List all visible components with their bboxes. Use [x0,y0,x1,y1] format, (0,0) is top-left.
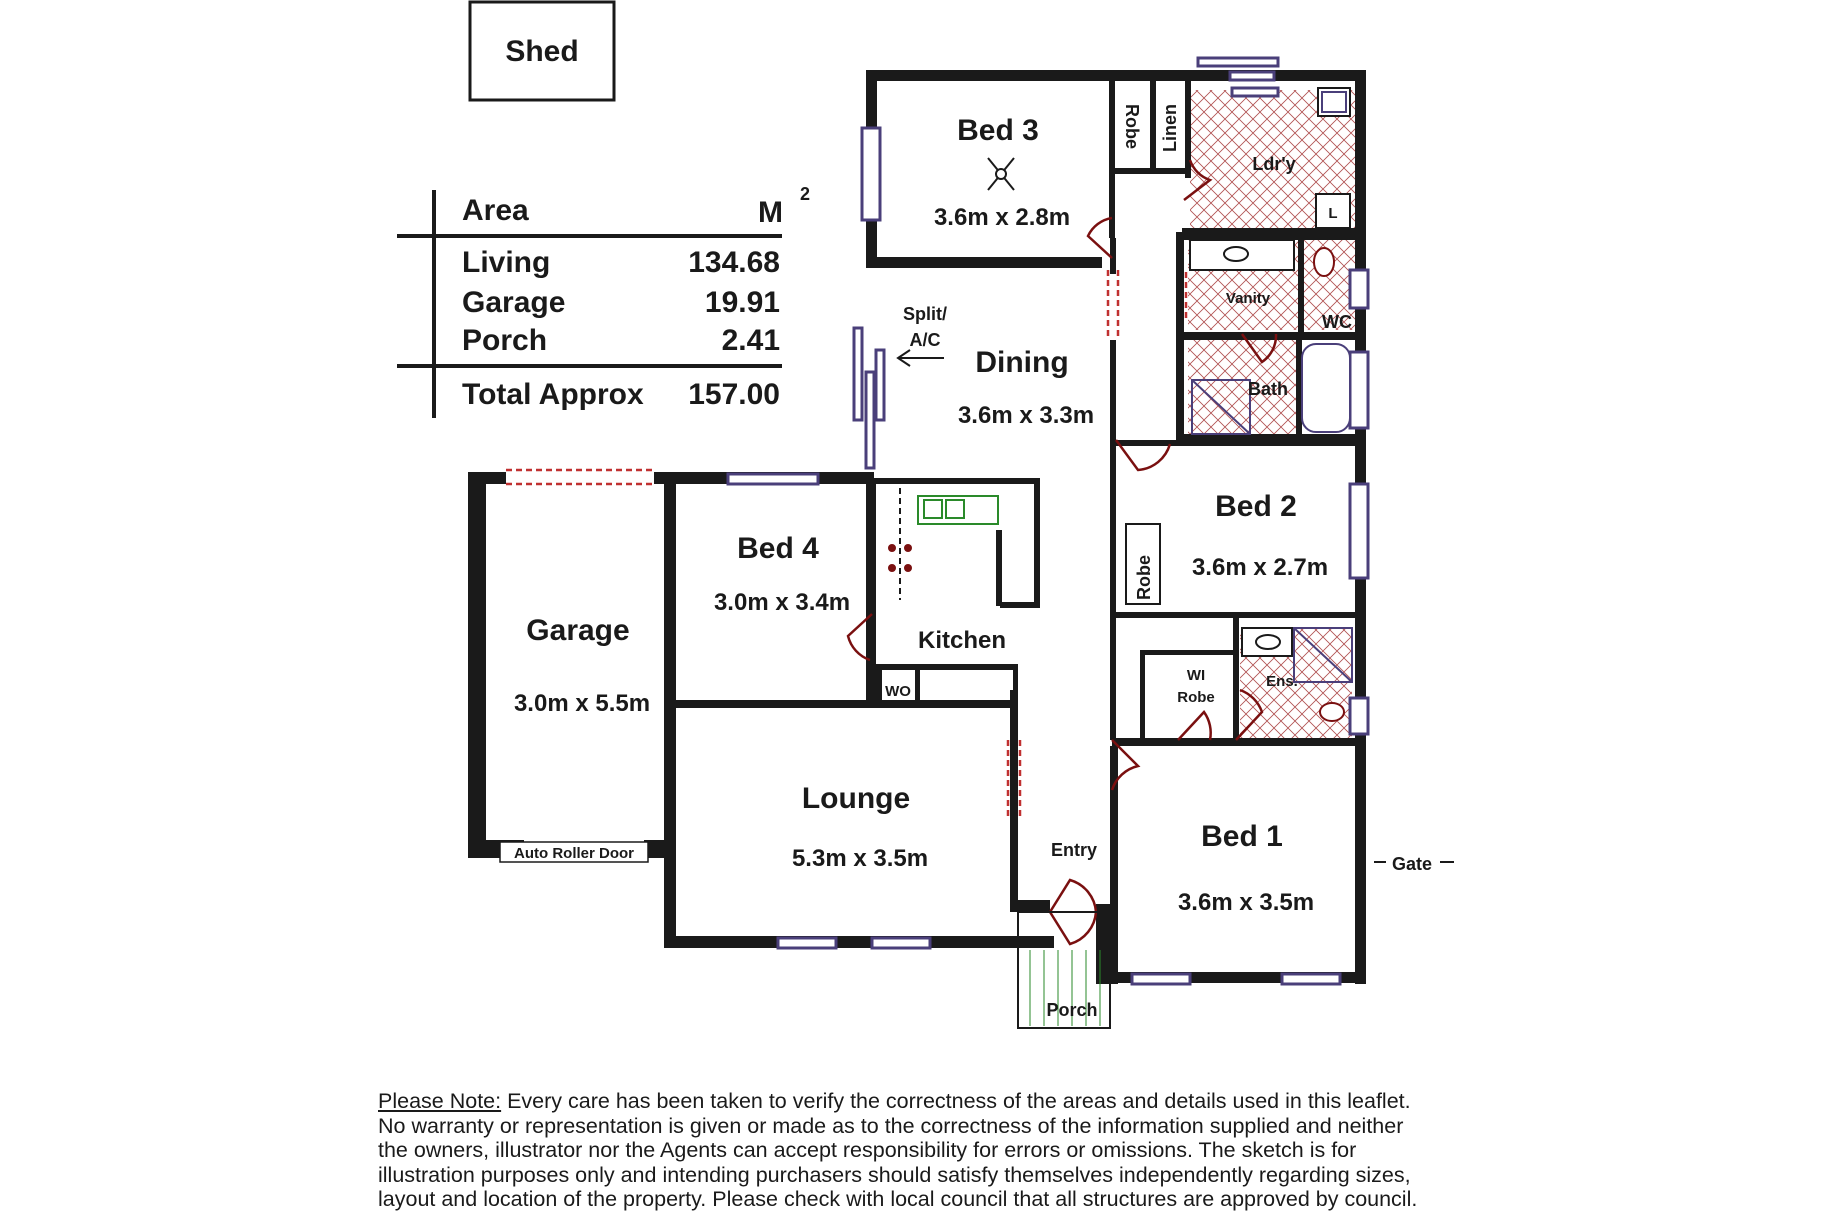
bed1-dims: 3.6m x 3.5m [1177,889,1315,916]
robe-bed2-label: Robe [1134,555,1154,600]
area-row-label: Living [462,246,551,279]
lounge-dims: 5.3m x 3.5m [791,845,929,872]
dining-name: Dining [975,346,1069,379]
area-row-value: 2.41 [721,324,780,357]
kitchen-label: Kitchen [917,627,1007,654]
area-row-value: 19.91 [704,286,780,319]
area-row-value: 134.68 [688,246,780,279]
note-line: layout and location of the property. Please check with local council that all structures are approved by council. [378,1187,1418,1212]
laundry-label: Ldr'y [1252,154,1296,174]
wi-robe-label: Robe [1177,689,1215,706]
bed4-name: Bed 4 [737,532,819,565]
bath-label: Bath [1248,379,1288,399]
robe-bed3-label: Robe [1122,104,1142,149]
vanity-label: Vanity [1225,290,1271,307]
wc-label: WC [1322,312,1352,332]
entry-label: Entry [1050,840,1098,860]
wi-robe-label: WI [1186,667,1206,684]
garage-dims: 3.0m x 5.5m [513,690,651,717]
lounge-name: Lounge [801,782,911,815]
dining-dims: 3.6m x 3.3m [957,402,1095,429]
laundry-l-label: L [1328,205,1338,222]
area-row-label: Garage [462,286,566,319]
roller-door-label: Auto Roller Door [514,845,634,862]
garage-name: Garage [526,614,630,647]
ceiling-fan-icon [988,158,1014,190]
linen-label: Linen [1160,104,1180,152]
split-ac-label: Split/ [903,304,947,324]
porch-label: Porch [1046,1000,1098,1020]
note-line: No warranty or representation is given or made as to the correctness of the information supplied and neither [378,1113,1404,1138]
shed-label: Shed [505,35,579,68]
area-total-label: Total Approx [462,378,644,411]
ensuite-label: Ens. [1266,673,1298,690]
arrow-left-icon [898,350,944,366]
area-header-label: Area [462,194,529,227]
bed2-name: Bed 2 [1215,490,1297,523]
note-heading: Please Note: [378,1089,502,1113]
note-line: the owners, illustrator nor the Agents can accept responsibility for errors or omissions. The sketch is for [378,1138,1357,1163]
wo-label: WO [885,683,911,700]
openings [506,270,1186,816]
bed1-name: Bed 1 [1201,820,1283,853]
bed3-dims: 3.6m x 2.8m [933,204,1071,231]
disclaimer-note [378,1089,1480,1212]
split-ac-label: A/C [909,330,941,350]
area-total-value: 157.00 [688,378,780,411]
area-table [397,184,810,418]
note-line: illustration purposes only and intending purchasers should satisfy themselves independently regarding sizes, [378,1162,1411,1187]
gate-label: Gate [1391,854,1433,874]
bed2-dims: 3.6m x 2.7m [1191,554,1329,581]
note-line: Every care has been taken to verify the correctness of the areas and details used in this leaflet. [507,1089,1411,1113]
bed4-dims: 3.0m x 3.4m [713,589,851,616]
area-header-unit-sup: 2 [800,184,811,204]
area-row-label: Porch [462,324,548,357]
area-header-unit: M [758,196,783,229]
bed3-name: Bed 3 [957,114,1039,147]
